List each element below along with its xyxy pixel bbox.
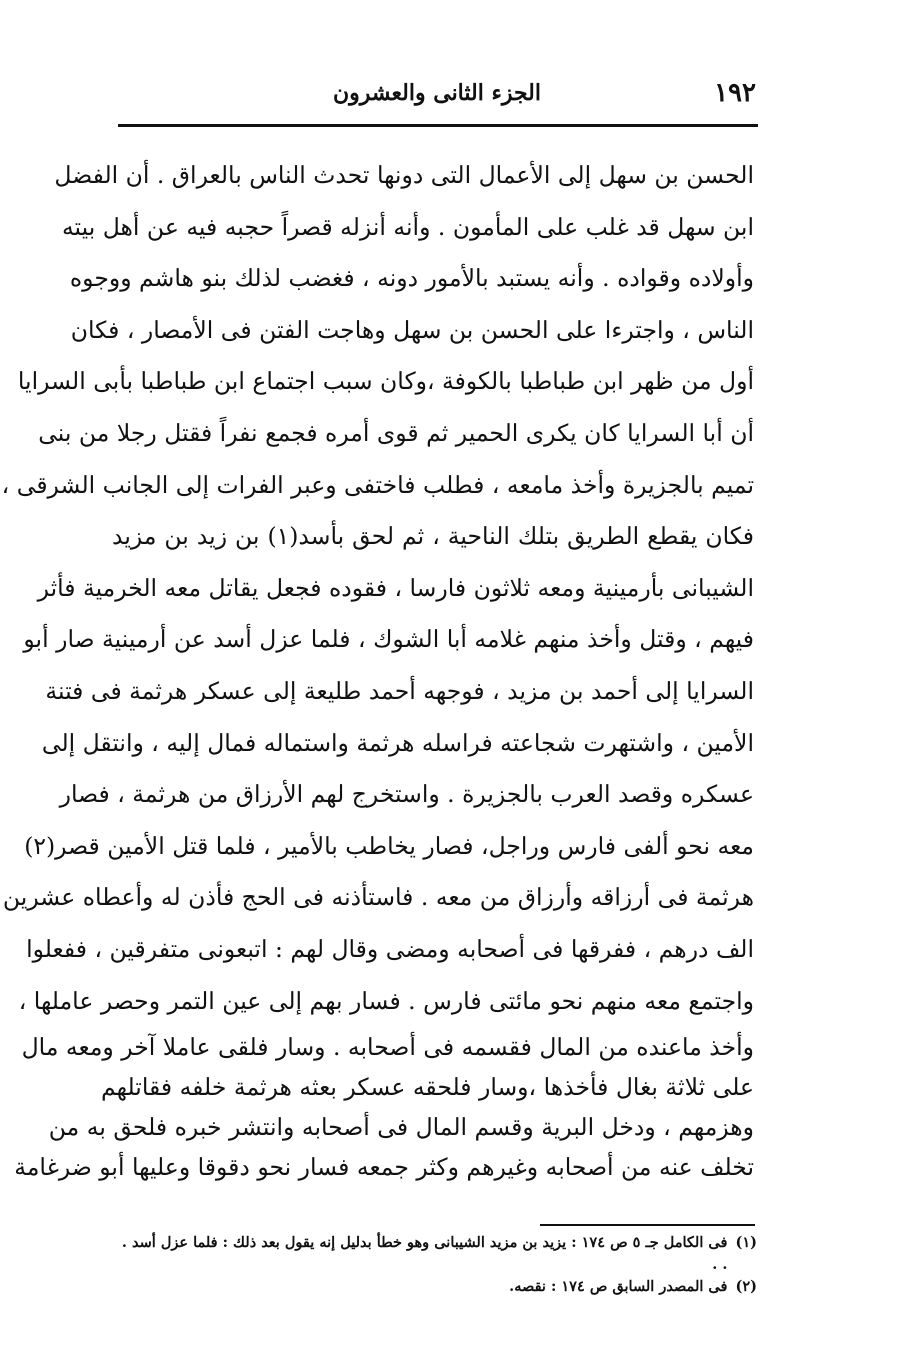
- text-line: وأولاده وقواده . وأنه يستبد بالأمور دونه ، فغضب لذلك بنو هاشم ووجوه: [69, 264, 754, 293]
- text-line: الحسن بن سهل إلى الأعمال التى دونها تحدث الناس بالعراق . أن الفضل: [54, 161, 754, 189]
- text-line: على ثلاثة بغال فأخذها ،وسار فلحقه عسكر بعثه هرثمة خلفه فقاتلهم: [101, 1073, 754, 1102]
- footnote-rule: [540, 1224, 755, 1226]
- footnote: [112, 1232, 757, 1276]
- text-line: أول من ظهر ابن طباطبا بالكوفة ،وكان سبب اجتماع ابن طباطبا بأبى السرايا: [17, 367, 754, 396]
- footnote-number: (٢): [735, 1278, 757, 1295]
- footnote: [112, 1276, 757, 1298]
- text-line: فكان يقطع الطريق بتلك الناحية ، ثم لحق بأسد(١) بن زيد بن مزيد: [112, 522, 755, 551]
- footnotes: [112, 1232, 757, 1298]
- text-line: الف درهم ، ففرقها فى أصحابه ومضى وقال لهم : اتبعونى متفرقين ، ففعلوا: [26, 934, 754, 963]
- text-line: تميم بالجزيرة وأخذ مامعه ، فطلب فاختفى وعبر الفرات إلى الجانب الشرقى ،: [1, 470, 754, 499]
- footnote-text: فى الكامل جـ ٥ ص ١٧٤ : يزيد بن مزيد الشيبانى وهو خطأ بدليل إنه يقول بعد ذلك : فلما عزل أسد . . .: [121, 1234, 728, 1273]
- text-line: ابن سهل قد غلب على المأمون . وأنه أنزله قصراً حجبه فيه عن أهل بيته: [61, 212, 754, 241]
- text-line: واجتمع معه منهم نحو مائتى فارس . فسار بهم إلى عين التمر وحصر عاملها ،: [18, 986, 754, 1015]
- text-line: السرايا إلى أحمد بن مزيد ، فوجهه أحمد طليعة إلى عسكر هرثمة فى فتنة: [45, 676, 754, 705]
- text-line: معه نحو ألفى فارس وراجل، فصار يخاطب بالأمير ، فلما قتل الأمين قصر(٢): [24, 831, 754, 860]
- text-line: الأمين ، واشتهرت شجاعته فراسله هرثمة واستماله فمال إليه ، وانتقل إلى: [41, 728, 754, 757]
- text-line: هرثمة فى أرزاقه وأرزاق من معه . فاستأذنه فى الحج فأذن له وأعطاه عشرين: [2, 883, 754, 912]
- text-line: وأخذ ماعنده من المال فقسمه فى أصحابه . وسار فلقى عاملا آخر ومعه مال: [21, 1033, 754, 1062]
- page-header: [118, 78, 756, 118]
- page-number: ١٩٢: [714, 78, 756, 108]
- running-title: الجزء الثانى والعشرون: [332, 80, 542, 106]
- text-line: الشيبانى بأرمينية ومعه ثلاثون فارسا ، فقوده فجعل يقاتل معه الخرمية فأثر: [37, 573, 754, 602]
- text-line: عسكره وقصد العرب بالجزيرة . واستخرج لهم الأرزاق من هرثمة ، فصار: [59, 780, 754, 809]
- text-line: الناس ، واجترءا على الحسن بن سهل وهاجت الفتن فى الأمصار ، فكان: [70, 315, 754, 344]
- footnote-number: (١): [735, 1234, 757, 1251]
- footnote-text: فى المصدر السابق ص ١٧٤ : نقصه.: [509, 1278, 728, 1295]
- header-rule: [118, 124, 758, 127]
- text-line: أن أبا السرايا كان يكرى الحمير ثم قوى أمره فجمع نفراً فقتل رجلا من بنى: [38, 418, 754, 447]
- text-line: فيهم ، وقتل وأخذ منهم غلامه أبا الشوك ، فلما عزل أسد عن أرمينية صار أبو: [23, 625, 754, 654]
- body-text: [1, 150, 755, 1187]
- text-line: تخلف عنه من أصحابه وغيرهم وكثر جمعه فسار نحو دقوقا وعليها أبو ضرغامة: [14, 1153, 754, 1182]
- text-line: وهزمهم ، ودخل البرية وقسم المال فى أصحابه وانتشر خبره فلحق به من: [48, 1113, 754, 1142]
